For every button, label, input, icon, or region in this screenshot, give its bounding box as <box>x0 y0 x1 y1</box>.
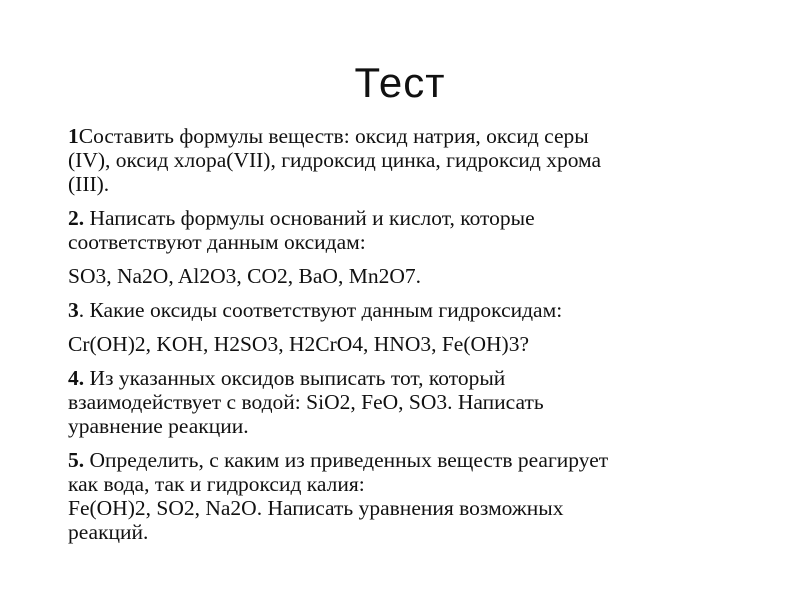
question-text-line: (IV), оксид хлора(VII), гидроксид цинка, гидроксид хрома <box>68 148 602 172</box>
question-text-line: . Какие оксиды соответствуют данным гидроксидам: <box>78 298 563 322</box>
question-text-line: (III). <box>68 172 110 196</box>
question-text-line: Fe(OH)2, SO2, Na2O. Написать уравнения возможных <box>68 496 564 520</box>
slide-title: Тест <box>354 59 446 106</box>
question-number: 1 <box>68 124 79 148</box>
question-number: 2. <box>68 206 85 230</box>
question-text-line: Составить формулы веществ: оксид натрия, оксид серы <box>78 124 589 148</box>
question-1 <box>68 124 758 196</box>
question-text-line: взаимодействует с водой: SiO2, FeO, SO3. Написать <box>68 390 544 414</box>
question-2-formulas <box>68 264 758 288</box>
question-number: 3 <box>68 298 79 322</box>
question-4 <box>68 366 758 438</box>
question-2 <box>68 206 758 254</box>
formula-line: SO3, Na2O, Al2O3, CO2, BaO, Mn2O7. <box>68 264 421 288</box>
question-text-line: как вода, так и гидроксид калия: <box>68 472 365 496</box>
question-text-line: уравнение реакции. <box>68 414 249 438</box>
question-3-formulas <box>68 332 758 356</box>
question-text-line: соответствуют данным оксидам: <box>68 230 366 254</box>
question-number: 4. <box>68 366 85 390</box>
question-number: 5. <box>68 448 85 472</box>
question-text-line: Из указанных оксидов выписать тот, который <box>84 366 506 390</box>
question-3 <box>68 298 758 322</box>
question-text-line: Написать формулы оснований и кислот, которые <box>84 206 535 230</box>
question-5 <box>68 448 758 544</box>
question-list <box>68 124 758 554</box>
question-text-line: реакций. <box>68 520 149 544</box>
question-text-line: Определить, с каким из приведенных веществ реагирует <box>84 448 609 472</box>
formula-line: Cr(OH)2, KOH, H2SO3, H2CrO4, HNO3, Fe(OH)3? <box>68 332 530 356</box>
